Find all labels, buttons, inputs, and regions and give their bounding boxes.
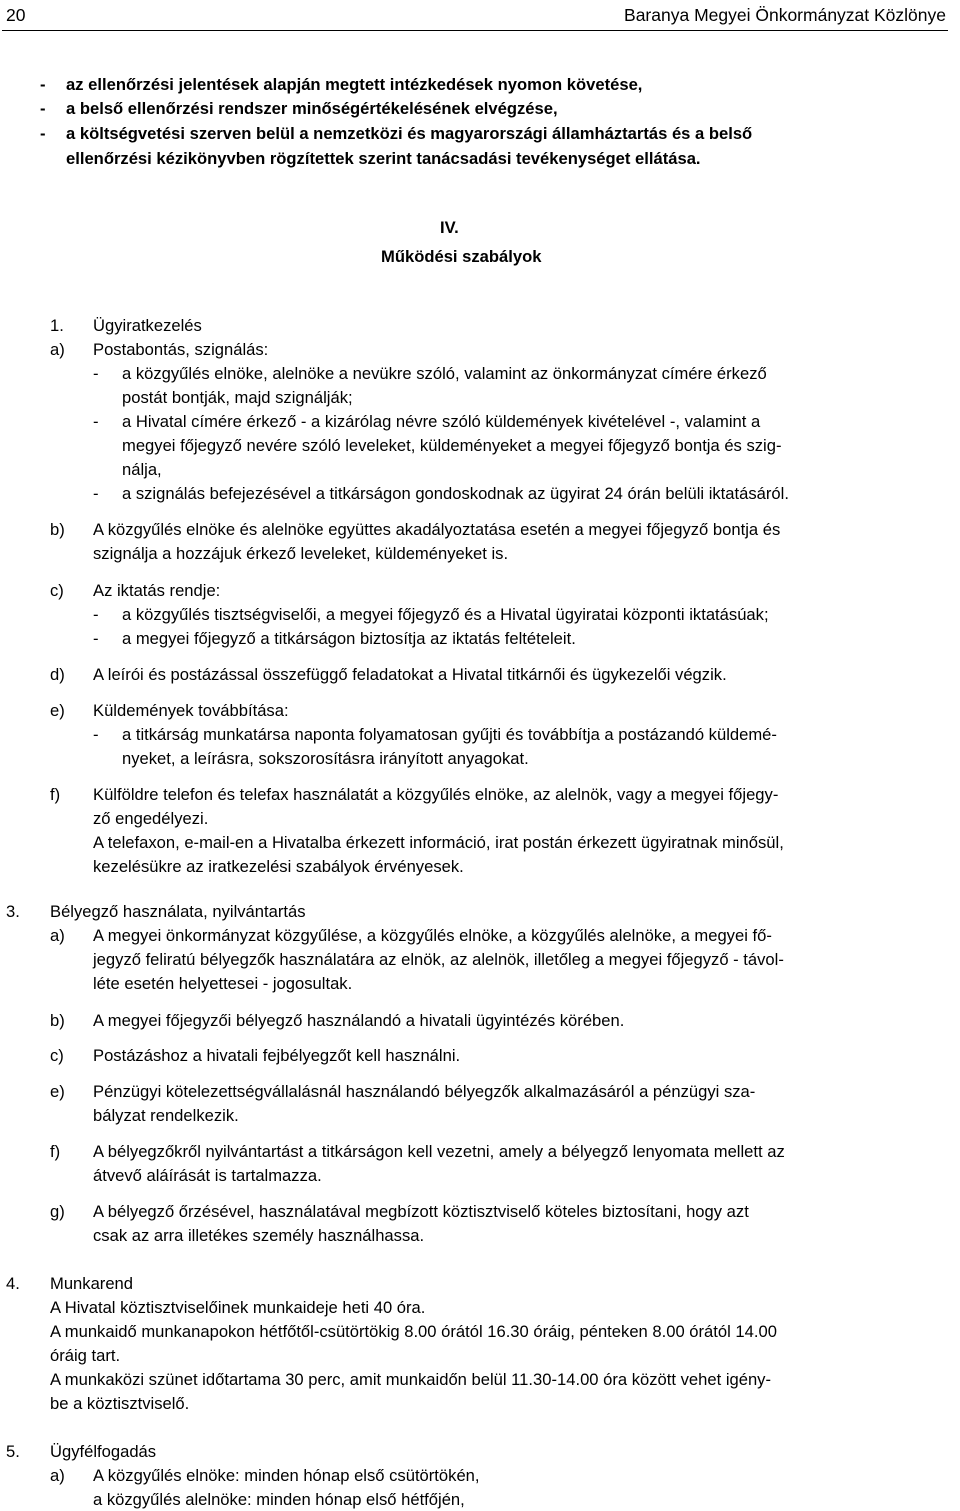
item-marker: b): [50, 520, 65, 539]
item-marker: f): [50, 785, 61, 804]
intro-dash: -: [40, 99, 46, 118]
section-number: IV.: [440, 218, 459, 237]
item-text: Postázáshoz a hivatali fejbélyegzőt kell használni.: [93, 1046, 461, 1065]
intro-line: a költségvetési szerven belül a nemzetközi és magyarországi államháztartás és a belső: [66, 124, 753, 143]
item-text: A telefaxon, e-mail-en a Hivatalba érkezett információ, irat postán érkezett ügyiratnak minősül,: [93, 833, 784, 852]
item-text: A közgyűlés elnöke: minden hónap első csütörtökén,: [93, 1466, 480, 1485]
item-text: a közgyűlés tisztségviselői, a megyei főjegyző és a Hivatal ügyiratai központi iktatásúak;: [122, 605, 769, 624]
item-marker: a): [50, 1466, 65, 1485]
item-text: Küldemények továbbítása:: [93, 701, 289, 720]
item-marker: -: [93, 364, 99, 383]
item-marker: e): [50, 1082, 65, 1101]
intro-line: a belső ellenőrzési rendszer minőségértékelésének elvégzése,: [66, 99, 558, 118]
item-text: a közgyűlés elnöke, alelnöke a nevükre szóló, valamint az önkormányzat címére érkező: [122, 364, 767, 383]
item-text: szignálja a hozzájuk érkező leveleket, küldeményeket is.: [93, 544, 509, 563]
item-text: nyeket, a leírásra, sokszorosításra irányított anyagokat.: [122, 749, 529, 768]
item-marker: g): [50, 1202, 65, 1221]
item-text: Az iktatás rendje:: [93, 581, 221, 600]
item-text: ző engedélyezi.: [93, 809, 209, 828]
item-text: A közgyűlés elnöke és alelnöke együttes akadályoztatása esetén a megyei főjegyző bontja és: [93, 520, 781, 539]
item-text: a titkárság munkatársa naponta folyamatosan gyűjti és továbbítja a postázandó küldemé-: [122, 725, 777, 744]
intro-dash: -: [40, 124, 46, 143]
item-text: a Hivatal címére érkező - a kizárólag névre szóló küldemények kivételével -, valamint a: [122, 412, 761, 431]
item-text: Ügyfélfogadás: [50, 1442, 157, 1461]
item-text: Postabontás, szignálás:: [93, 340, 269, 359]
page-number: 20: [6, 5, 26, 25]
item-marker: 4.: [6, 1274, 20, 1293]
item-text: a közgyűlés alelnöke: minden hónap első hétfőjén,: [93, 1490, 465, 1509]
item-marker: b): [50, 1011, 65, 1030]
item-text: be a köztisztviselő.: [50, 1394, 190, 1413]
item-marker: -: [93, 412, 99, 431]
item-text: A Hivatal köztisztviselőinek munkaideje heti 40 óra.: [50, 1298, 426, 1317]
item-text: a megyei főjegyző a titkárságon biztosítja az iktatás feltételeit.: [122, 629, 576, 648]
item-text: Ügyiratkezelés: [93, 316, 202, 335]
item-text: Munkarend: [50, 1274, 134, 1293]
item-text: megyei főjegyző nevére szóló leveleket, küldeményeket a megyei főjegyző bontja és szig-: [122, 436, 782, 455]
item-text: csak az arra illetékes személy használhassa.: [93, 1226, 425, 1245]
item-text: A bélyegzőkről nyilvántartást a titkárságon kell vezetni, amely a bélyegző lenyomata mellett az: [93, 1142, 785, 1161]
item-text: A munkaidő munkanapokon hétfőtől-csütörtökig 8.00 órától 16.30 óráig, pénteken 8.00 órától 14.00: [50, 1322, 777, 1341]
item-text: Külföldre telefon és telefax használatát a közgyűlés elnöke, az alelnök, vagy a megyei főjegy-: [93, 785, 779, 804]
publication-title: Baranya Megyei Önkormányzat Közlönye: [624, 5, 946, 25]
item-text: A bélyegző őrzésével, használatával megbízott köztisztviselő köteles biztosítani, hogy azt: [93, 1202, 749, 1221]
item-marker: d): [50, 665, 65, 684]
item-text: átvevő aláírását is tartalmazza.: [93, 1166, 322, 1185]
item-marker: c): [50, 1046, 64, 1065]
intro-dash: -: [40, 75, 46, 94]
item-text: bályzat rendelkezik.: [93, 1106, 239, 1125]
item-text: nálja,: [122, 460, 162, 479]
item-marker: -: [93, 605, 99, 624]
item-text: a szignálás befejezésével a titkárságon gondoskodnak az ügyirat 24 órán belüli iktatásáról.: [122, 484, 789, 503]
item-text: kezelésükre az iratkezelési szabályok érvényesek.: [93, 857, 464, 876]
item-text: Bélyegző használata, nyilvántartás: [50, 902, 306, 921]
item-marker: c): [50, 581, 64, 600]
item-text: óráig tart.: [50, 1346, 121, 1365]
item-marker: 1.: [50, 316, 64, 335]
item-text: A munkaközi szünet időtartama 30 perc, amit munkaidőn belül 11.30-14.00 óra között vehet igény-: [50, 1370, 772, 1389]
item-marker: a): [50, 926, 65, 945]
item-text: jegyző feliratú bélyegzők használatára az elnök, az alelnök, illetőleg a megyei főjegyző - távol-: [93, 950, 784, 969]
item-text: A leírói és postázással összefüggő feladatokat a Hivatal titkárnői és ügykezelői végzik.: [93, 665, 727, 684]
item-text: léte esetén helyettesei - jogosultak.: [93, 974, 353, 993]
item-text: postát bontják, majd szignálják;: [122, 388, 353, 407]
item-text: A megyei önkormányzat közgyűlése, a közgyűlés elnöke, a közgyűlés alelnöke, a megyei fő-: [93, 926, 772, 945]
item-text: Pénzügyi kötelezettségvállalásnál használandó bélyegzők alkalmazásáról a pénzügyi sza-: [93, 1082, 756, 1101]
header-divider: [2, 30, 948, 31]
intro-line: az ellenőrzési jelentések alapján megtett intézkedések nyomon követése,: [66, 75, 643, 94]
item-marker: -: [93, 484, 99, 503]
item-marker: 3.: [6, 902, 20, 921]
item-marker: -: [93, 629, 99, 648]
item-marker: 5.: [6, 1442, 20, 1461]
item-marker: f): [50, 1142, 61, 1161]
item-text: A megyei főjegyzői bélyegző használandó a hivatali ügyintézés körében.: [93, 1011, 625, 1030]
section-title: Működési szabályok: [381, 247, 542, 266]
item-marker: -: [93, 725, 99, 744]
item-marker: a): [50, 340, 65, 359]
intro-line: ellenőrzési kézikönyvben rögzítettek szerint tanácsadási tevékenységet ellátása.: [66, 149, 701, 168]
item-marker: e): [50, 701, 65, 720]
